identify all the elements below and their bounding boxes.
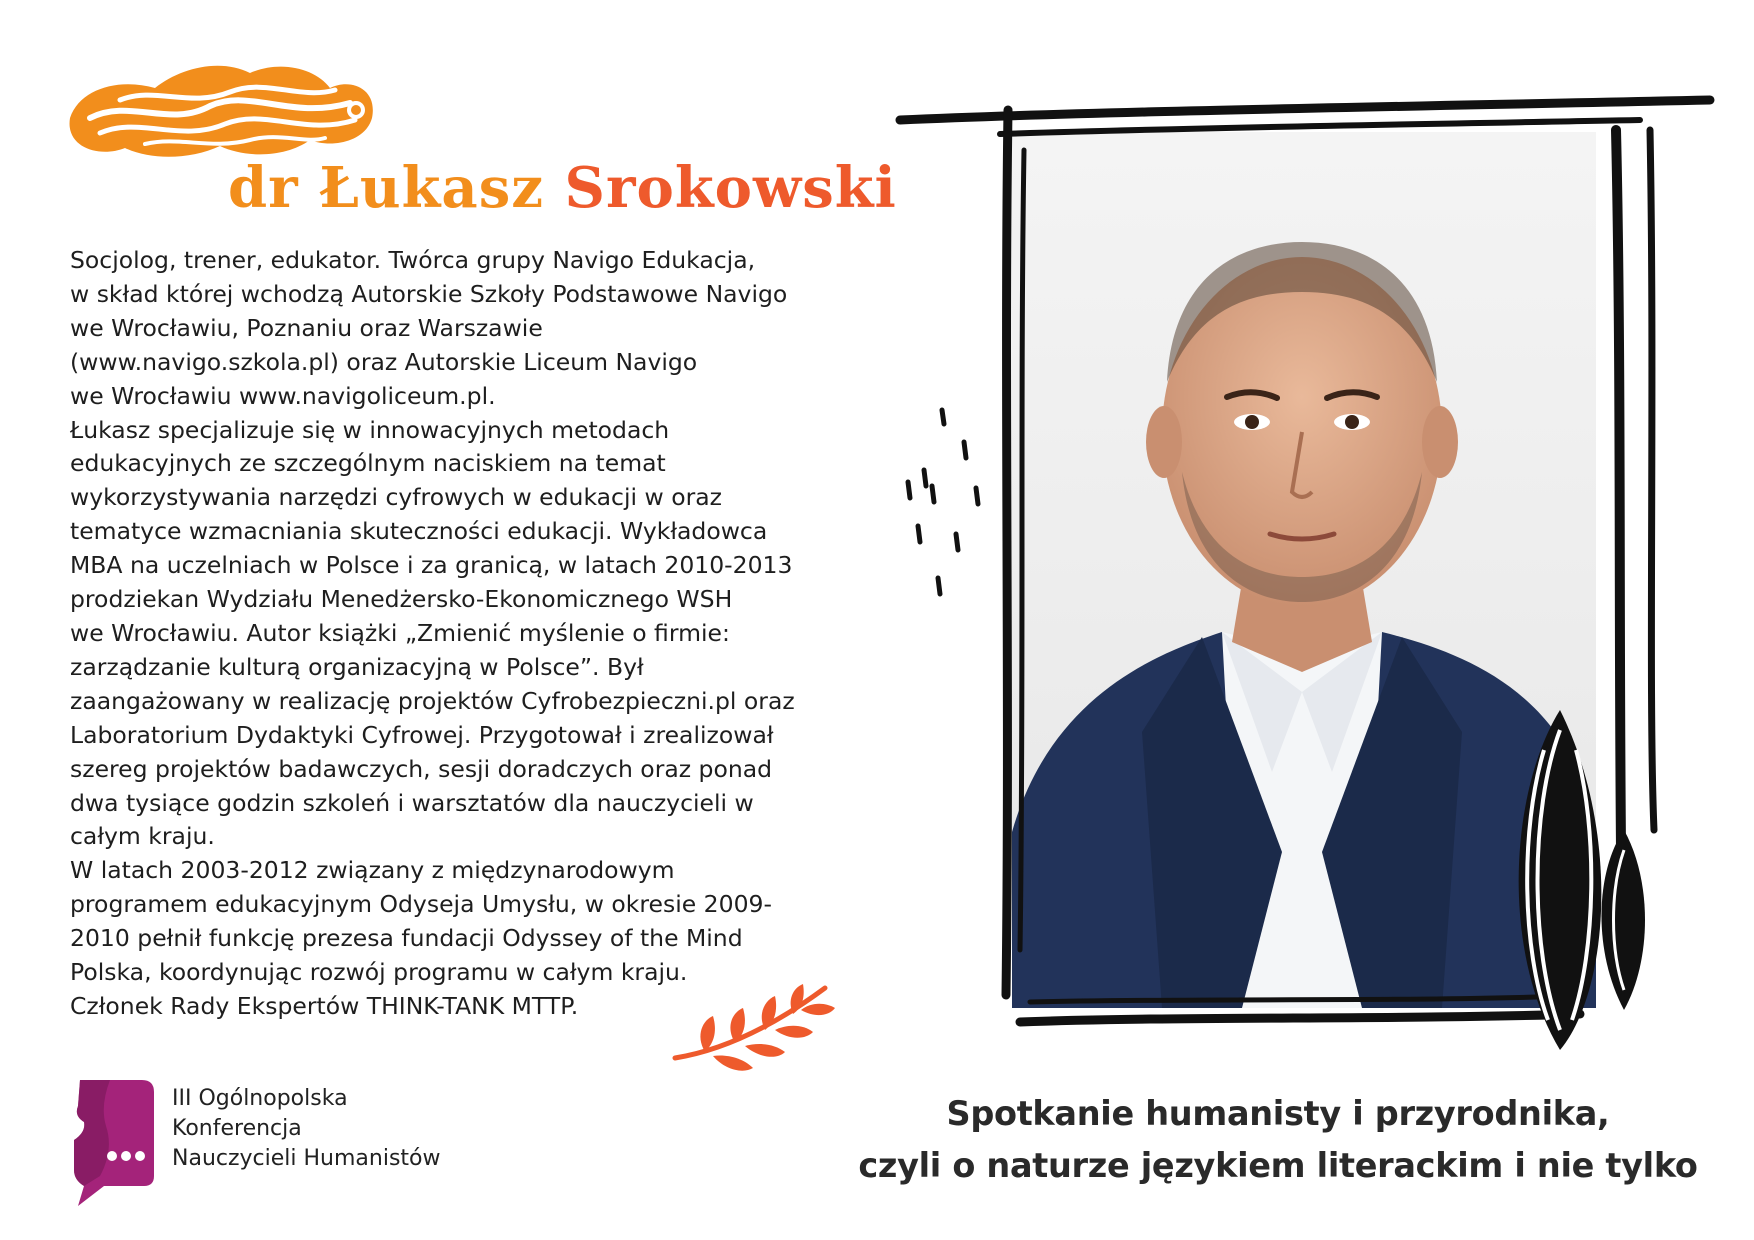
bio-line: 2010 pełnił funkcję prezesa fundacji Odyssey of the Mind bbox=[70, 924, 743, 953]
bio-line: W latach 2003-2012 związany z międzynarodowym bbox=[70, 856, 675, 885]
bio-line: Polska, koordynując rozwój programu w całym kraju. bbox=[70, 958, 688, 987]
session-title-line: Spotkanie humanisty i przyrodnika, bbox=[946, 1094, 1610, 1133]
bio-line: MBA na uczelniach w Polsce i za granicą, w latach 2010-2013 bbox=[70, 551, 793, 580]
speaker-bio bbox=[70, 244, 850, 1024]
leaf-sprig-icon bbox=[665, 980, 845, 1080]
conference-name-line: Nauczycieli Humanistów bbox=[172, 1146, 441, 1171]
bio-line: zarządzanie kulturą organizacyjną w Polsce”. Był bbox=[70, 652, 644, 681]
session-title-line: czyli o naturze językiem literackim i nie tylko bbox=[858, 1146, 1698, 1185]
bio-line: programem edukacyjnym Odyseja Umysłu, w okresie 2009- bbox=[70, 890, 772, 919]
bio-line: edukacyjnych ze szczególnym naciskiem na temat bbox=[70, 449, 666, 478]
bio-line: wykorzystywania narzędzi cyfrowych w edukacji w oraz bbox=[70, 483, 722, 512]
speaker-prefix: dr Łukasz bbox=[228, 155, 545, 221]
session-title bbox=[828, 1088, 1728, 1192]
bio-line: (www.navigo.szkola.pl) oraz Autorskie Liceum Navigo bbox=[70, 347, 698, 376]
bio-line: Łukasz specjalizuje się w innowacyjnych metodach bbox=[70, 415, 670, 444]
decorative-frame-icon bbox=[880, 90, 1720, 1090]
bio-line: we Wrocławiu. Autor książki „Zmienić myślenie o firmie: bbox=[70, 618, 730, 647]
conference-name-line: III Ogólnopolska bbox=[172, 1086, 348, 1111]
bio-line: we Wrocławiu, Poznaniu oraz Warszawie bbox=[70, 313, 543, 342]
bio-line: Laboratorium Dydaktyki Cyfrowej. Przygotował i zrealizował bbox=[70, 720, 774, 749]
bio-line: we Wrocławiu www.navigoliceum.pl. bbox=[70, 381, 496, 410]
conference-logo-icon bbox=[70, 1076, 158, 1210]
bio-line: Członek Rady Ekspertów THINK-TANK MTTP. bbox=[70, 991, 579, 1020]
bio-line: Socjolog, trener, edukator. Twórca grupy Navigo Edukacja, bbox=[70, 246, 756, 274]
bio-line: zaangażowany w realizację projektów Cyfrobezpieczni.pl oraz bbox=[70, 686, 795, 715]
speaker-surname: Srokowski bbox=[564, 155, 897, 221]
bio-line: prodziekan Wydziału Menedżersko-Ekonomicznego WSH bbox=[70, 585, 733, 614]
bio-line: tematyce wzmacniania skuteczności edukacji. Wykładowca bbox=[70, 517, 768, 546]
wave-logo-icon bbox=[60, 48, 380, 168]
speaker-name bbox=[228, 155, 897, 221]
conference-name bbox=[172, 1084, 441, 1174]
bio-line: dwa tysiące godzin szkoleń i warsztatów dla nauczycieli w bbox=[70, 788, 754, 817]
bio-line: całym kraju. bbox=[70, 822, 215, 851]
bio-line: szereg projektów badawczych, sesji doradczych oraz ponad bbox=[70, 754, 773, 783]
conference-name-line: Konferencja bbox=[172, 1116, 302, 1141]
bio-line: w skład której wchodzą Autorskie Szkoły Podstawowe Navigo bbox=[70, 279, 788, 308]
